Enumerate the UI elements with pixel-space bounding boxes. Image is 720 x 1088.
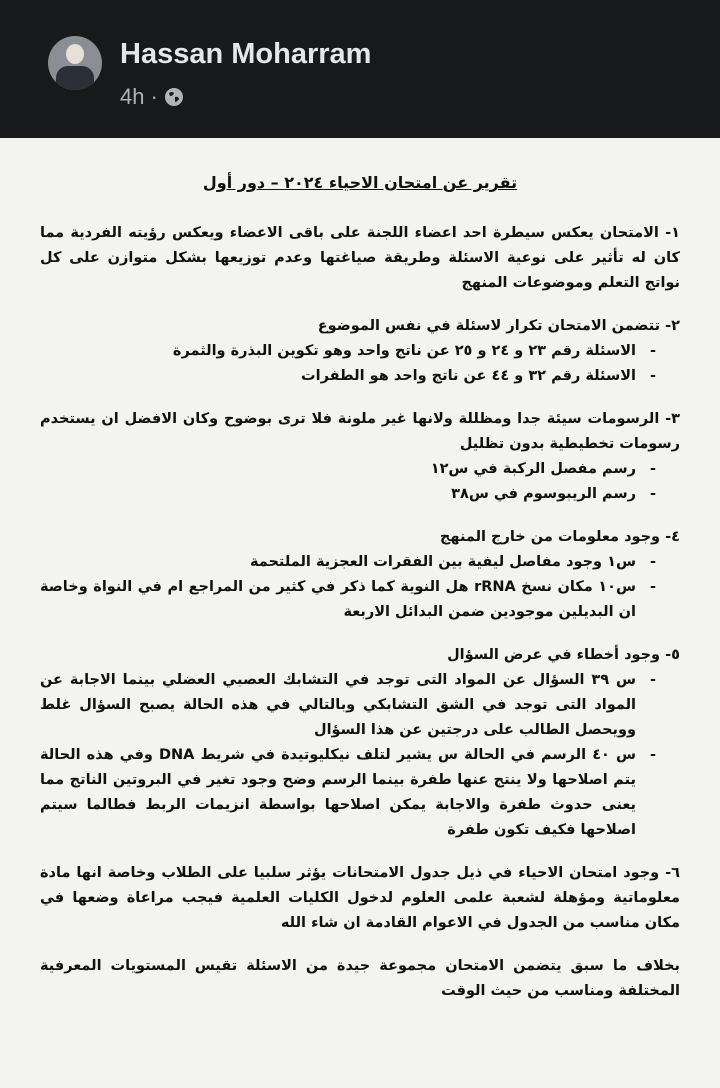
avatar-body [56,66,94,90]
bullet-item: - الاسئلة رقم ٣٢ و ٤٤ عن ناتج واحد هو الطفرات [40,364,656,389]
report-item-text: ١- الامتحان يعكس سيطرة احد اعضاء اللجنة على باقى الاعضاء ويعكس رؤيته الفردية مما كان له تأثير على نوعية الاسئلة وطريقة صياغتها وعدم توزيعها بشكل متوازن على كل نواتج التعلم وموضوعات المنهج [40,225,680,291]
report-item-text: ٣- الرسومات سيئة جدا ومظللة ولانها غير ملونة فلا ترى بوضوح وكان الافضل ان يستخدم رسومات تخطيطية بدون تظليل [40,411,680,452]
report-item [40,525,680,625]
report-item-text: ٢- تتضمن الامتحان تكرار لاسئلة في نفس الموضوع [317,318,680,334]
bullet-item: - س ٤٠ الرسم في الحالة س يشير لتلف نيكليوتيدة في شريط DNA وفي هذه الحالة يتم اصلاحها ولا ينتج عنها طفرة بينما الرسم وضح وجود تغير في البروتين الناتج مما يعنى حدوث طفرة والاجابة يمكن اصلاحها بواسطة انزيمات الربط فطالما سيتم اصلاحها فكيف تكون طفرة [40,743,656,843]
bullet-item: - س ٣٩ السؤال عن المواد التى توجد في التشابك العصبي العضلي بينما الاجابة عن المواد التى توجد في الشق التشابكي وبالتالي في هذه الحالة يصبح السؤال غلط وويحصل الطالب على درجتين عن هذا السؤال [40,668,656,743]
report-body [40,170,680,1022]
bullet-item: - س١٠ مكان نسخ rRNA هل النوية كما ذكر في كثير من المراجع ام في النواة وخاصة ان البديلين موجودين ضمن البدائل الاربعة [40,575,656,625]
bullet-list [40,457,680,507]
post-time[interactable]: 4h [120,84,145,109]
report-title: تقرير عن امتحان الاحياء ٢٠٢٤ – دور أول [202,173,518,192]
bullet-item: - رسم مفصل الركبة في س١٢ [40,457,656,482]
avatar[interactable] [48,36,102,90]
report-item [40,643,680,843]
report-item-text: ٤- وجود معلومات من خارج المنهج [439,529,680,545]
report-item [40,221,680,296]
meta-separator: · [150,84,158,109]
avatar-head [66,44,84,64]
bullet-list [40,668,680,843]
bullet-list [40,339,680,389]
bullet-item: - رسم الريبوسوم في س٣٨ [40,482,656,507]
report-item-text: بخلاف ما سبق يتضمن الامتحان مجموعة جيدة من الاسئلة تقيس المستويات المعرفية المختلفة ومناسب من حيث الوقت [40,958,680,999]
author-name[interactable]: Hassan Moharram [120,38,372,70]
document-image [0,138,720,1088]
report-item-text: ٥- وجود أخطاء في عرض السؤال [447,647,680,663]
report-item [40,861,680,936]
bullet-list [40,550,680,625]
bullet-item: - الاسئلة رقم ٢٣ و ٢٤ و ٢٥ عن ناتج واحد وهو تكوين البذرة والثمرة [40,339,656,364]
report-item-text: ٦- وجود امتحان الاحياء في ذيل جدول الامتحانات يؤثر سلبيا على الطلاب وخاصة انها مادة معلوماتية ومؤهلة لشعبة علمى العلوم لدخول الكليات العلمية فيجب مراعاة وضعها في مكان مناسب من الجدول في الاعوام القادمة ان شاء الله [40,865,680,931]
report-item [40,407,680,507]
report-item [40,954,680,1004]
post-meta [120,84,184,110]
report-items [40,221,680,1004]
report-item [40,314,680,389]
bullet-item: - س١ وجود مفاصل ليفية بين الفقرات العجزية الملتحمة [40,550,656,575]
globe-icon[interactable] [164,87,184,107]
post-header [0,0,720,138]
